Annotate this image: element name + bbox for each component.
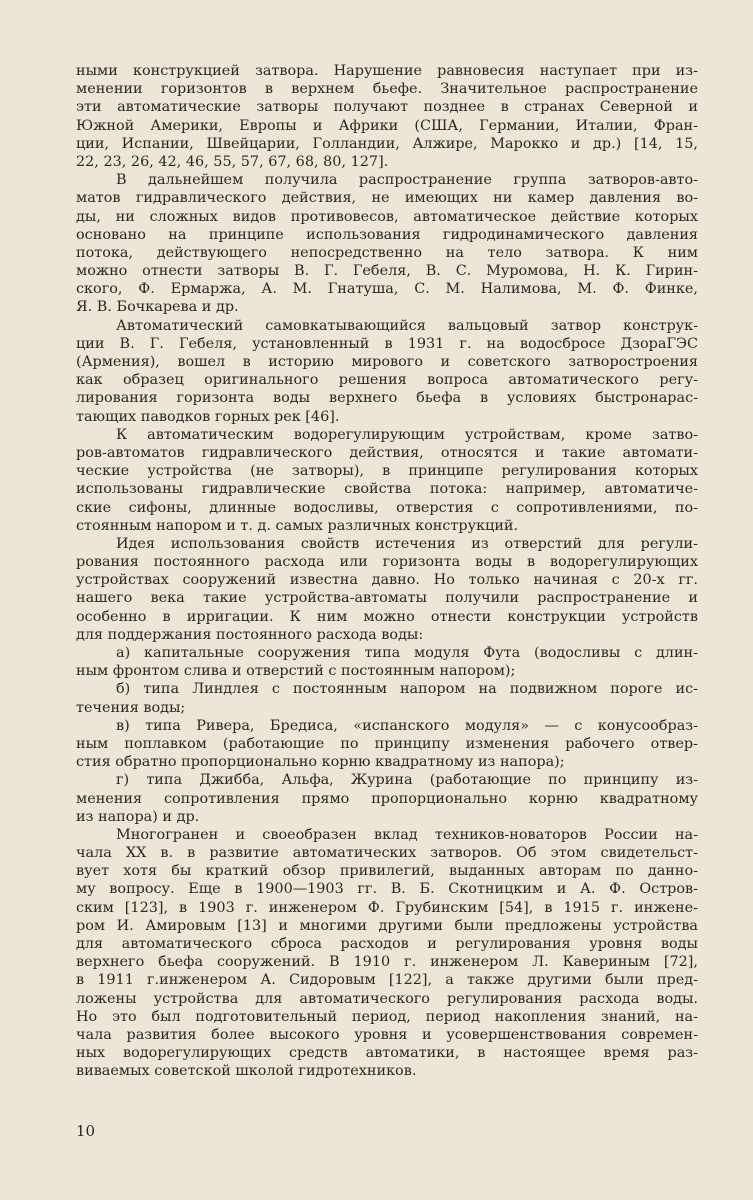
text-line: в) типа Ривера, Бредиса, «испанского модуля» — с конусообраз- bbox=[116, 717, 698, 734]
text-line: Многогранен и своеобразен вклад техников-новаторов России на- bbox=[116, 826, 698, 843]
text-line: рования постоянного расхода или горизонта воды в водорегулирующих bbox=[76, 554, 698, 571]
text-line: ным фронтом слива и отверстий с постоянным напором); bbox=[76, 663, 516, 680]
page-body bbox=[76, 62, 698, 1081]
text-line: б) типа Линдлея с постоянным напором на подвижном пороге ис- bbox=[116, 681, 698, 698]
text-line: Южной Америки, Европы и Африки (США, Германии, Италии, Фран- bbox=[76, 117, 698, 134]
text-line: матов гидравлического действия, не имеющих ни камер давления во- bbox=[76, 190, 698, 207]
text-line: ды, ни сложных видов противовесов, автоматическое действие которых bbox=[76, 208, 698, 225]
text-line: а) капитальные сооружения типа модуля Фута (водосливы с длин- bbox=[116, 645, 698, 661]
text-line: как образец оригинального решения вопроса автоматического регу- bbox=[76, 372, 698, 389]
text-line: В дальнейшем получила распространение группа затворов-авто- bbox=[116, 172, 698, 189]
text-line: менения сопротивления прямо пропорционально корню квадратному bbox=[76, 790, 698, 807]
text-line: ных водорегулирующих средств автоматики, в настоящее время раз- bbox=[76, 1045, 698, 1062]
text-line: для поддержания постоянного расхода воды: bbox=[76, 626, 424, 643]
text-line: ным поплавком (работающие по принципу изменения рабочего отвер- bbox=[76, 735, 698, 752]
page-number: 10 bbox=[76, 1122, 96, 1140]
text-line: Идея использования свойств истечения из отверстий для регули- bbox=[116, 535, 698, 552]
text-line: К автоматическим водорегулирующим устройствам, кроме затво- bbox=[116, 426, 698, 443]
text-line: тающих паводков горных рек [46]. bbox=[76, 408, 340, 425]
text-line: ции, Испании, Швейцарии, Голландии, Алжире, Марокко и др.) [14, 15, bbox=[76, 135, 698, 152]
text-line: Я. В. Бочкарева и др. bbox=[76, 299, 239, 316]
text-line: ложены устройства для автоматического регулирования расхода воды. bbox=[76, 990, 698, 1007]
text-line: менении горизонтов в верхнем бьефе. Значительное распространение bbox=[76, 81, 698, 98]
text-line: верхнего бьефа сооружений. В 1910 г. инженером Л. Кавериным [72], bbox=[76, 954, 698, 971]
text-line: чала XX в. в развитие автоматических затворов. Об этом свидетельст- bbox=[76, 845, 698, 862]
text-line: течения воды; bbox=[76, 699, 186, 716]
text-line: ром И. Амировым [13] и многими другими были предложены устройства bbox=[76, 917, 698, 934]
text-line: особенно в ирригации. К ним можно отнести конструкции устройств bbox=[76, 608, 698, 625]
text-line: Автоматический самовкатывающийся вальцовый затвор конструк- bbox=[116, 317, 698, 334]
text-line: лирования горизонта воды верхнего бьефа в условиях быстронарас- bbox=[76, 390, 698, 407]
text-line: ческие устройства (не затворы), в принципе регулирования которых bbox=[76, 463, 698, 480]
text-line: для автоматического сброса расходов и регулирования уровня воды bbox=[76, 936, 698, 952]
text-line: вует хотя бы краткий обзор привилегий, выданных авторам по данно- bbox=[76, 863, 698, 880]
text-line: ским [123], в 1903 г. инженером Ф. Грубинским [54], в 1915 г. инжене- bbox=[76, 899, 698, 916]
text-line: ции В. Г. Гебеля, установленный в 1931 г. на водосбросе ДзораГЭС bbox=[76, 335, 698, 352]
text-line: нашего века такие устройства-автоматы получили распространение и bbox=[76, 590, 698, 607]
text-line: му вопросу. Еще в 1900—1903 гг. В. Б. Скотницким и А. Ф. Остров- bbox=[76, 881, 698, 898]
text-line: Но это был подготовительный период, период накопления знаний, на- bbox=[76, 1008, 698, 1025]
text-line: устройствах сооружений известна давно. Но только начиная с 20-х гг. bbox=[76, 572, 698, 589]
text-line: эти автоматические затворы получают позднее в странах Северной и bbox=[76, 99, 698, 116]
text-line: ными конструкцией затвора. Нарушение равновесия наступает при из- bbox=[76, 63, 698, 79]
text-line: стия обратно пропорционально корню квадратному из напора); bbox=[76, 754, 565, 771]
text-line: в 1911 г.инженером А. Сидоровым [122], а также другими были пред- bbox=[76, 972, 698, 989]
text-line: (Армения), вошел в историю мирового и советского затворостроения bbox=[76, 354, 698, 370]
text-line: ские сифоны, длинные водосливы, отверстия с сопротивлениями, по- bbox=[76, 499, 698, 516]
text-line: ров-автоматов гидравлического действия, относятся и такие автомати- bbox=[76, 444, 698, 461]
text-line: использованы гидравлические свойства потока: например, автоматиче- bbox=[76, 481, 698, 498]
text-line: г) типа Джибба, Альфа, Журина (работающие по принципу из- bbox=[116, 772, 698, 789]
text-line: чала развития более высокого уровня и усовершенствования современ- bbox=[76, 1026, 698, 1043]
text-line: ского, Ф. Ермаржа, А. М. Гнатуша, С. М. Налимова, М. Ф. Финке, bbox=[76, 281, 698, 298]
text-line: виваемых советской школой гидротехников. bbox=[76, 1063, 417, 1080]
text-line: 22, 23, 26, 42, 46, 55, 57, 67, 68, 80, 127]. bbox=[76, 153, 389, 170]
text-line: основано на принципе использования гидродинамического давления bbox=[76, 226, 698, 243]
text-line: из напора) и др. bbox=[76, 808, 200, 825]
text-line: можно отнести затворы В. Г. Гебеля, В. С. Муромова, Н. К. Гирин- bbox=[76, 263, 698, 280]
text-line: потока, действующего непосредственно на тело затвора. К ним bbox=[76, 244, 698, 261]
text-line: стоянным напором и т. д. самых различных конструкций. bbox=[76, 517, 519, 534]
